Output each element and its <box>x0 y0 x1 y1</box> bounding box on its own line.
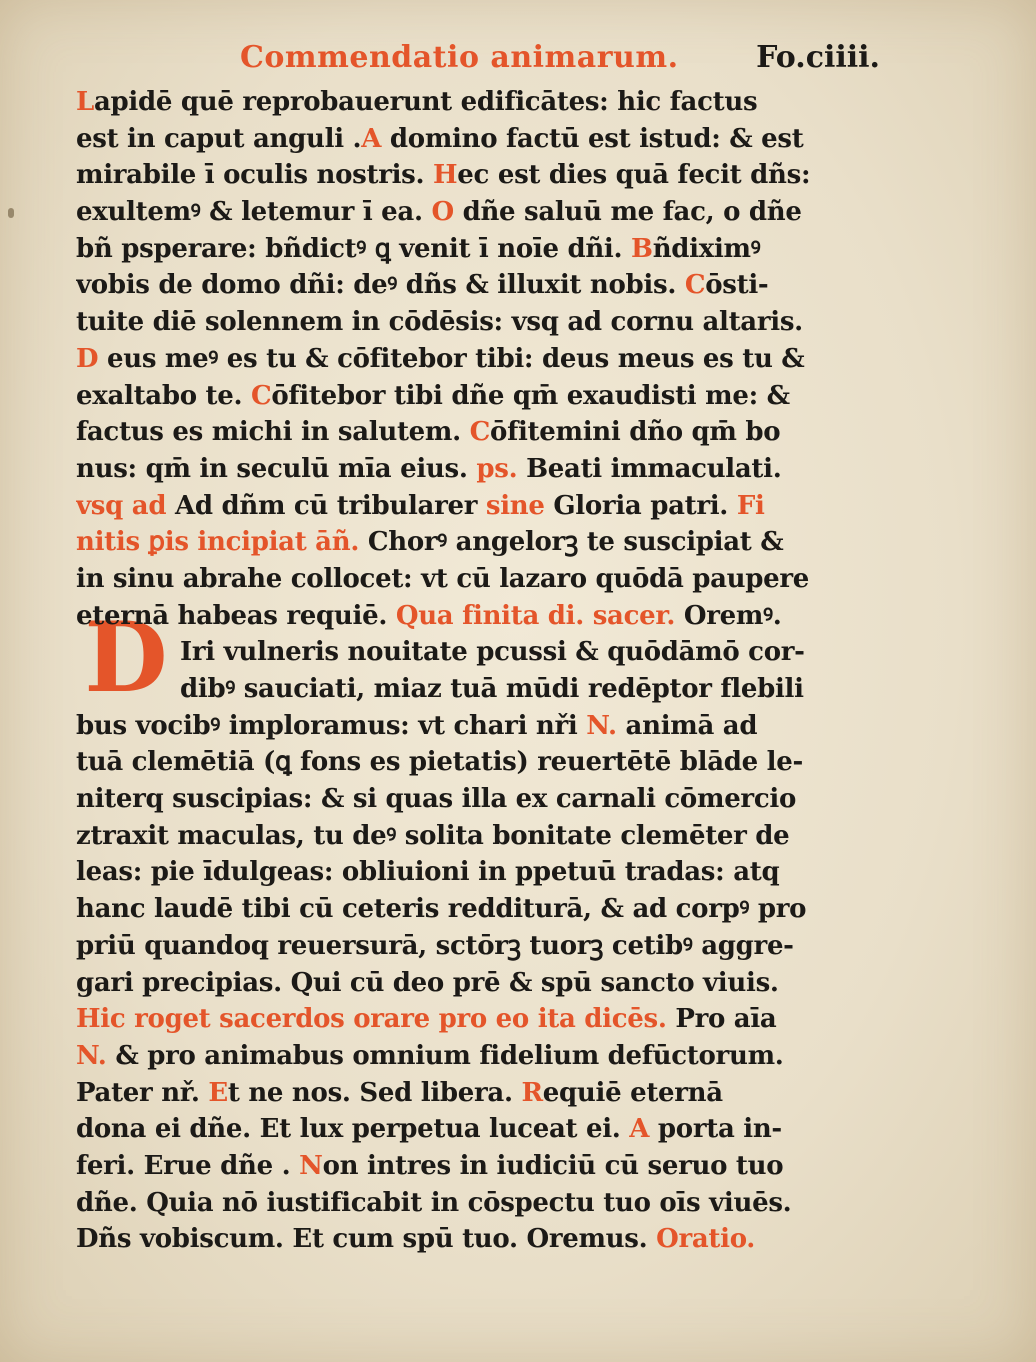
text-line <box>76 378 882 415</box>
rubric-text: C <box>684 270 706 301</box>
rubric-text: ps. <box>476 453 518 484</box>
body-text: animā ad <box>616 710 758 741</box>
text-line <box>76 891 882 928</box>
text-line <box>76 1185 882 1222</box>
body-text: ñdiximꝰ <box>652 233 761 264</box>
rubric-text: L <box>76 87 94 117</box>
rubric-text: N. <box>76 1040 107 1071</box>
body-text: bñ psperare: bñdictꝰ ꝗ venit ī noīe dñi. <box>76 233 632 264</box>
body-text: nus: qm̄ in seculū mīa eius. <box>76 453 477 484</box>
decorated-initial: D <box>84 601 168 714</box>
text-line <box>76 634 882 671</box>
rubric-text: D <box>76 343 99 374</box>
text-line <box>76 928 882 965</box>
body-text: exultemꝰ & letemur ī ea. <box>76 197 432 228</box>
body-text: porta in- <box>649 1114 782 1145</box>
text-line <box>76 524 882 561</box>
rubric-text: sine <box>485 490 545 521</box>
rubric-text: Qua finita di. sacer. <box>395 600 676 631</box>
rubric-text: N <box>299 1150 323 1181</box>
body-text: eternā habeas requiē. <box>76 600 396 631</box>
body-text: niterq suscipias: & si quas illa ex carnali cōmercio <box>76 784 796 815</box>
text-line <box>76 488 882 525</box>
body-text: Ad dñm cū tribularer <box>166 490 486 521</box>
rubric-text: N. <box>586 710 617 741</box>
body-text: apidē quē reprobauerunt edificātes: hic factus <box>93 87 758 117</box>
body-text: leas: pie īdulgeas: obliuioni in ppetuū tradas: atq <box>76 857 780 888</box>
body-text: feri. Erue dñe . <box>76 1150 300 1181</box>
body-text: hanc laudē tibi cū ceteris redditurā, & ad corpꝰ pro <box>76 894 807 925</box>
text-line <box>76 414 882 451</box>
text-line <box>76 304 882 341</box>
rubric-text: nitis ꝑis incipiat āñ. <box>76 527 360 558</box>
body-text: t ne nos. Sed libera. <box>227 1077 522 1108</box>
rubric-text: A <box>361 123 382 154</box>
body-text: domino factū est istud: & est <box>381 123 804 154</box>
body-text: in sinu abrahe collocet: vt cū lazaro quōdā paupere <box>76 563 810 594</box>
body-text: Pater nř. <box>76 1077 209 1108</box>
body-text: dona ei dñe. Et lux perpetua luceat ei. <box>76 1114 630 1145</box>
text-line <box>76 1038 882 1075</box>
text-line <box>76 194 882 231</box>
body-text: Beati immaculati. <box>517 453 782 484</box>
text-line <box>76 267 882 304</box>
body-text: dñe. Quia nō iustificabit in cōspectu tuo oīs viuēs. <box>76 1187 792 1218</box>
text-line <box>76 1111 882 1148</box>
body-text: ōfitemini dño qm̄ bo <box>490 417 781 448</box>
body-text: factus es michi in salutem. <box>76 417 470 448</box>
rubric-text: Hic roget sacerdos orare pro eo ita dicēs. <box>76 1004 667 1035</box>
body-text: priū quandoq reuersurā, sctōrꝫ tuorꝫ cetibꝰ aggre- <box>76 930 794 961</box>
rubric-text: C <box>469 417 491 448</box>
margin-ink-spot <box>8 208 14 218</box>
body-text: est in caput anguli . <box>76 123 362 154</box>
body-text: gari precipias. Qui cū deo prē & spū sancto viuis. <box>76 967 779 998</box>
body-text: ōfitebor tibi dñe qm̄ exaudisti me: & <box>271 380 790 411</box>
text-line <box>76 84 882 121</box>
body-text: Iri vulneris nouitate pcussi & quōdāmō cor- <box>180 637 805 668</box>
body-text: ōsti- <box>705 270 769 301</box>
body-text: exaltabo te. <box>76 380 251 411</box>
body-text: eus meꝰ es tu & cōfitebor tibi: deus meus es tu & <box>98 343 805 374</box>
body-text: ec est dies quā fecit dñs: <box>457 160 811 191</box>
body-text: on intres in iudiciū cū seruo tuo <box>322 1150 784 1181</box>
body-text: bus vocibꝰ imploramus: vt chari nři <box>76 710 587 741</box>
text-line <box>76 671 882 708</box>
rubric-text: H <box>433 160 458 191</box>
rubric-text: O <box>431 197 454 228</box>
text-line <box>76 1148 882 1185</box>
text-line <box>76 157 882 194</box>
text-line <box>76 708 882 745</box>
text-line <box>76 744 882 781</box>
body-text: Chorꝰ angelorꝫ te suscipiat & <box>359 527 784 558</box>
rubric-text: C <box>250 380 272 411</box>
text-line <box>76 561 882 598</box>
text-line <box>76 1001 882 1038</box>
body-text: Dñs vobiscum. Et cum spū tuo. Oremus. <box>76 1224 657 1255</box>
text-line <box>76 451 882 488</box>
text-line <box>76 341 882 378</box>
text-line <box>76 854 882 891</box>
body-text: equiē eternā <box>542 1077 723 1108</box>
body-text: Oremꝰ. <box>675 600 782 631</box>
page-header <box>240 40 880 88</box>
body-text: ztraxit maculas, tu deꝰ solita bonitate clemēter de <box>76 820 790 851</box>
body-text: Gloria patri. <box>544 490 737 521</box>
rubric-text: B <box>631 233 653 264</box>
body-text: tuite diē solennem in cōdēsis: vsq ad cornu altaris. <box>76 307 803 338</box>
body-text: & pro animabus omnium fidelium defūctorum. <box>106 1040 784 1071</box>
rubric-text: Fi <box>736 490 765 521</box>
body-text: tuā clemētiā (ꝗ fons es pietatis) reuertētē blāde le- <box>76 747 803 778</box>
body-text: Pro aīa <box>666 1004 777 1035</box>
rubric-text: R <box>521 1077 543 1108</box>
rubric-text: vsq ad <box>76 490 167 521</box>
text-line <box>76 598 882 635</box>
body-text: dibꝰ sauciati, miaz tuā mūdi redēptor flebili <box>180 674 804 704</box>
body-text: vobis de domo dñi: deꝰ dñs & illuxit nobis. <box>76 270 685 301</box>
text-block <box>76 84 882 1258</box>
body-text: dñe saluū me fac, o dñe <box>453 197 802 228</box>
text-line <box>76 781 882 818</box>
text-line <box>76 121 882 158</box>
rubric-text: E <box>208 1077 228 1108</box>
text-line <box>76 965 882 1002</box>
folio-number: Fo.ciiii. <box>756 40 880 75</box>
rubric-text: Oratio. <box>656 1224 756 1255</box>
running-title: Commendatio animarum. <box>240 40 679 75</box>
text-line <box>76 1075 882 1112</box>
text-line <box>76 1221 882 1258</box>
text-line <box>76 231 882 268</box>
body-text: mirabile ī oculis nostris. <box>76 160 434 191</box>
text-line <box>76 818 882 855</box>
rubric-text: A <box>629 1114 650 1145</box>
